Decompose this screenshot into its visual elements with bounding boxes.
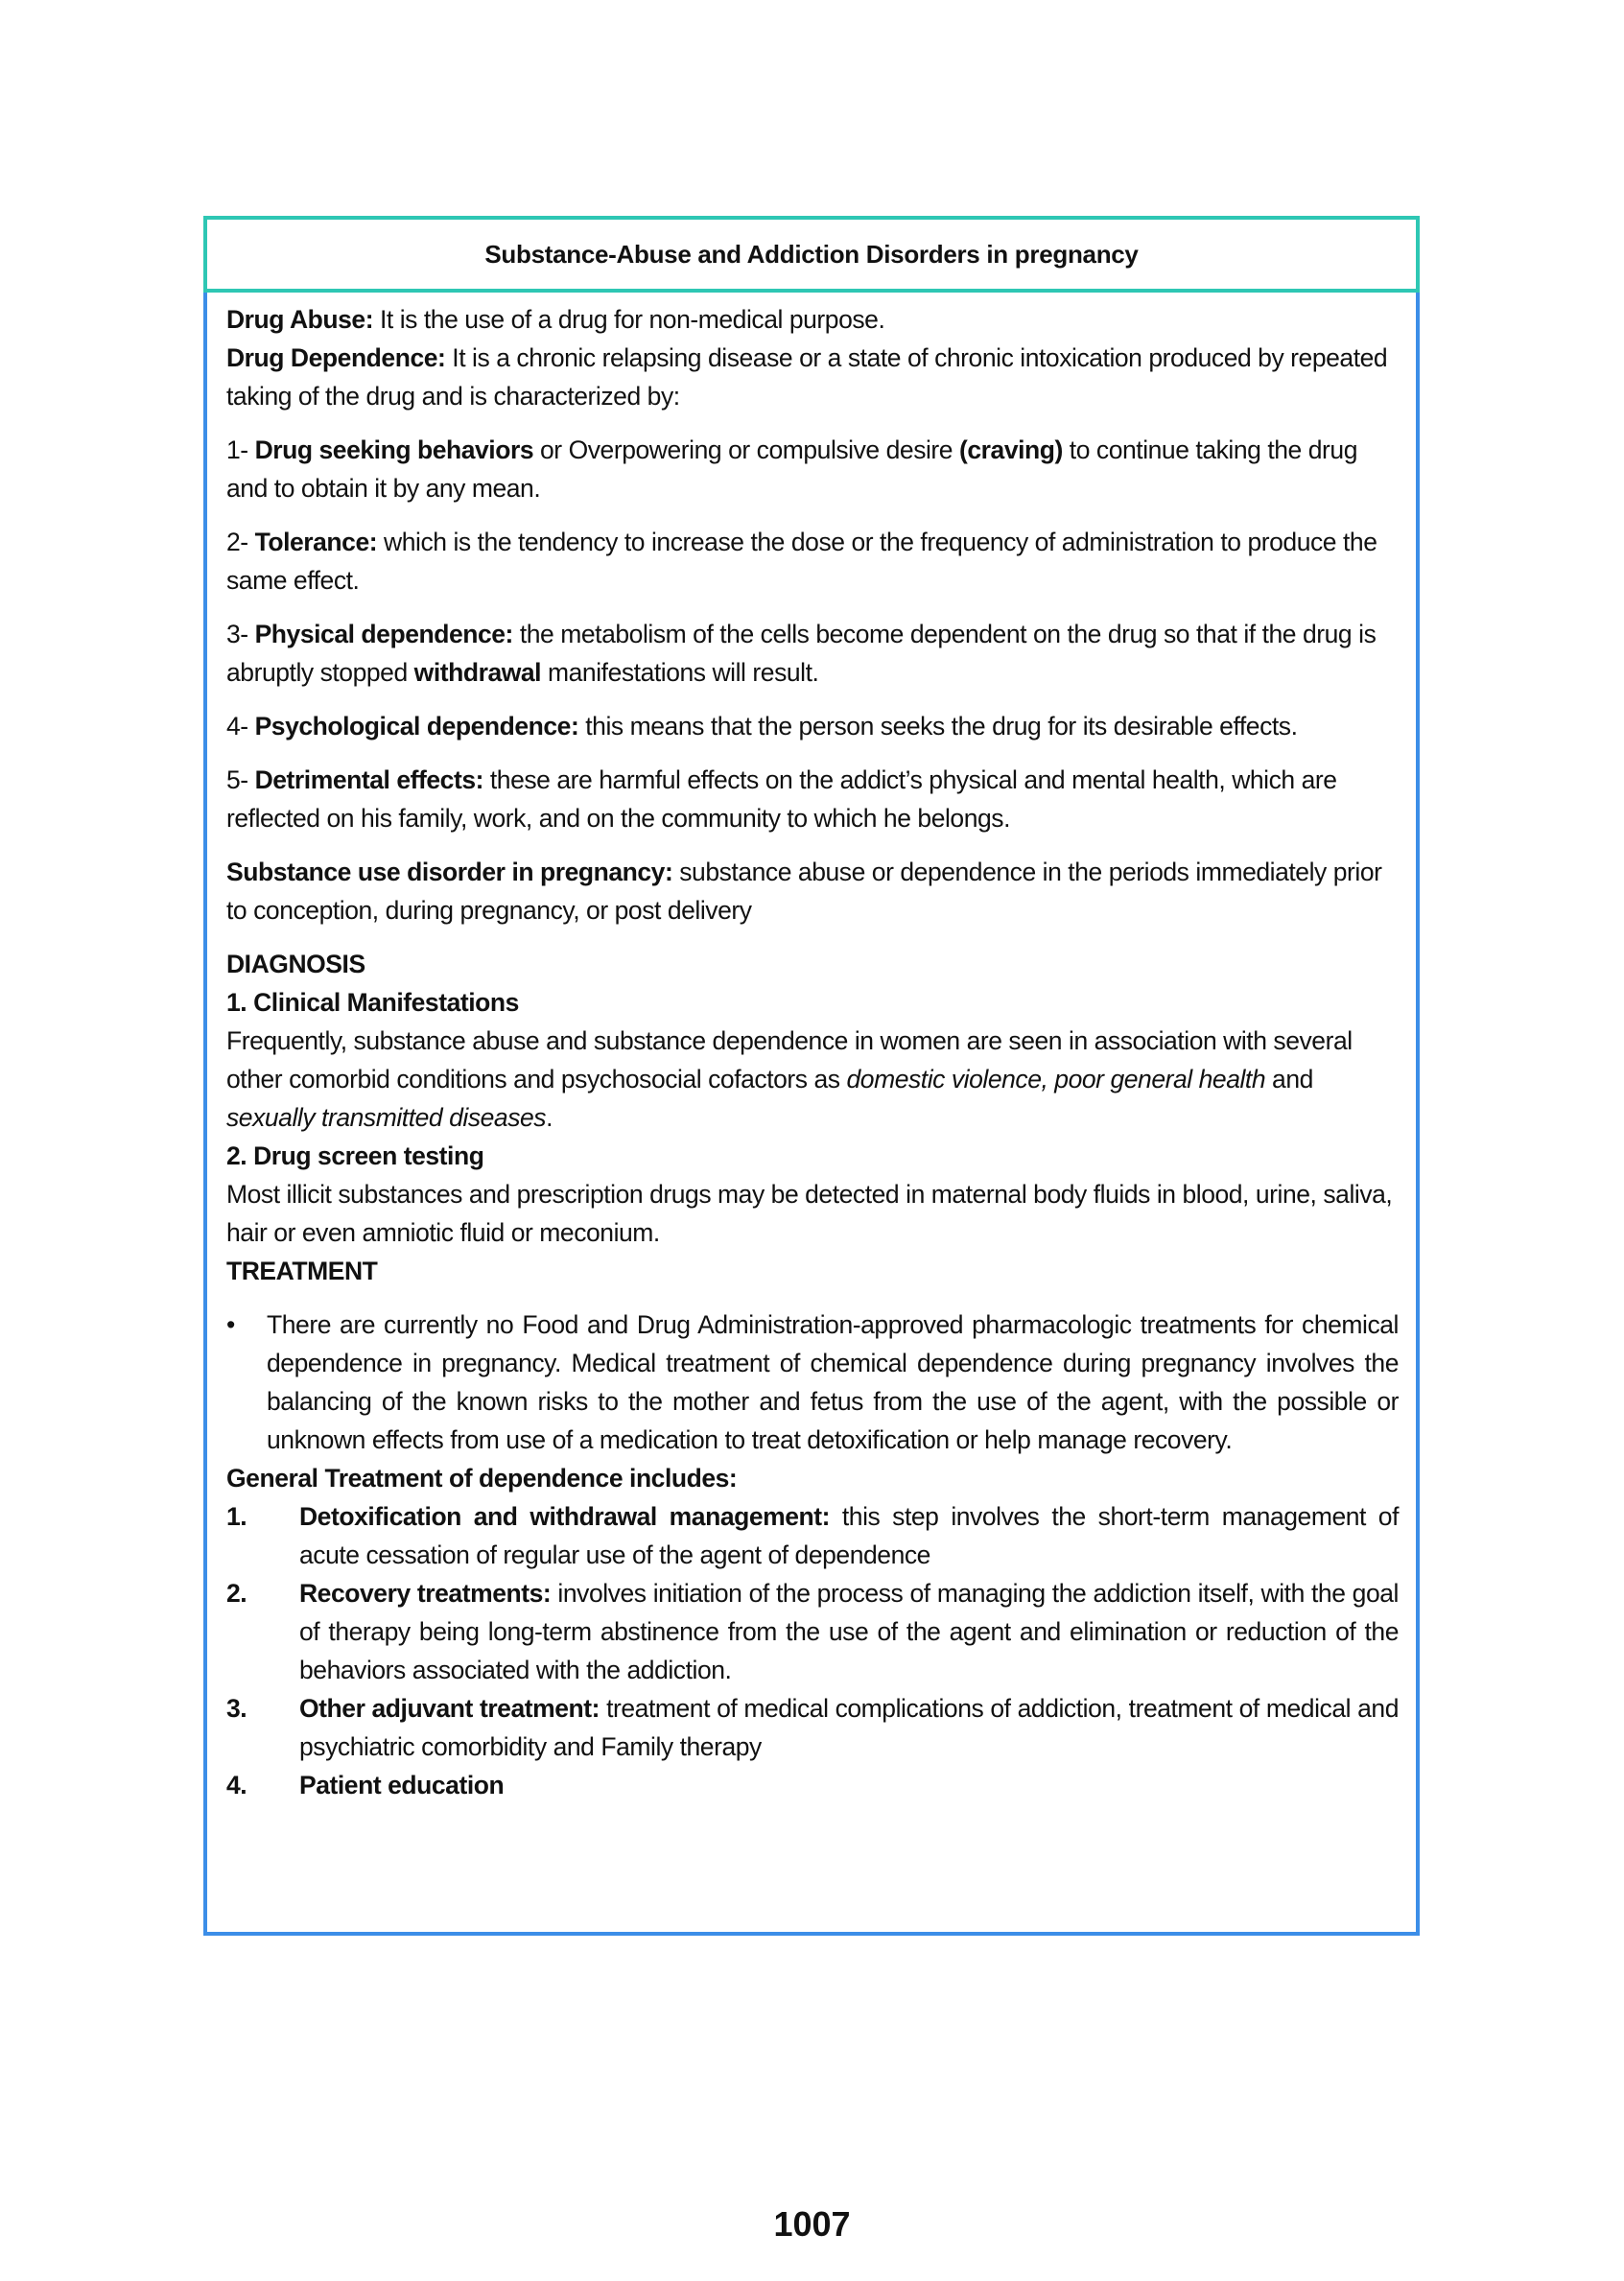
content-body (203, 293, 1420, 1936)
subheading-clinical: 1. Clinical Manifestations (226, 988, 519, 1017)
characteristic-item: 1- Drug seeking behaviors or Overpowering or compulsive desire (craving) to continue taking the drug and to obtain it by any mean. (226, 435, 1357, 503)
definition-drug-abuse: Drug Abuse: It is the use of a drug for non-medical purpose. (226, 305, 885, 334)
treatment-bullet: • There are currently no Food and Drug Administration-approved pharmacologic treatments for chemical dependence in pregnancy. Medical treatment of chemical dependence during pregnancy involves the balancing of the known risks to the mother and fetus from the use of the agent, with the possible or unknown effects from use of a medication to treat detoxification or help manage recovery. (226, 1305, 1399, 1459)
screen-text: Most illicit substances and prescription drugs may be detected in maternal body fluids in blood, urine, saliva, hair or even amniotic fluid or meconium. (226, 1180, 1393, 1247)
content-box (203, 216, 1420, 1936)
bullet-icon: • (226, 1310, 235, 1339)
subheading-screen: 2. Drug screen testing (226, 1141, 484, 1170)
characteristic-item: 3- Physical dependence: the metabolism of the cells become dependent on the drug so that if the drug is abruptly stopped withdrawal manifestations will result. (226, 620, 1377, 687)
list-item: 2. Recovery treatments: involves initiation of the process of managing the addiction itself, with the goal of therapy being long-term abstinence from the use of the agent and elimination or reduction of the behaviors associated with the addiction. (226, 1579, 1399, 1684)
characteristic-item: 5- Detrimental effects: these are harmful effects on the addict’s physical and mental health, which are reflected on his family, work, and on the community to which he belongs. (226, 765, 1337, 833)
page-number: 1007 (773, 2204, 851, 2244)
definition-sud-pregnancy: Substance use disorder in pregnancy: substance abuse or dependence in the periods immediately prior to conception, during pregnancy, or post delivery (226, 858, 1382, 925)
list-item: 3. Other adjuvant treatment: treatment of medical complications of addiction, treatment of medical and psychiatric comorbidity and Family therapy (226, 1694, 1399, 1761)
list-item: 1. Detoxification and withdrawal management: this step involves the short-term management of acute cessation of regular use of the agent of dependence (226, 1502, 1399, 1569)
treatment-list (226, 1497, 1399, 1804)
characteristic-item: 4- Psychological dependence: this means that the person seeks the drug for its desirable effects. (226, 712, 1298, 741)
list-item: 4. Patient education (226, 1771, 505, 1799)
section-heading-treatment: TREATMENT (226, 1257, 378, 1285)
definition-drug-dependence: Drug Dependence: It is a chronic relapsing disease or a state of chronic intoxication produced by repeated taking of the drug and is characterized by: (226, 343, 1388, 411)
clinical-text: Frequently, substance abuse and substance dependence in women are seen in association with several other comorbid conditions and psychosocial cofactors as domestic violence, poor general health and sexually transmitted diseases. (226, 1026, 1353, 1132)
page-title: Substance-Abuse and Addiction Disorders in pregnancy (484, 239, 1139, 269)
general-treatment-heading: General Treatment of dependence includes: (226, 1464, 738, 1493)
section-heading-diagnosis: DIAGNOSIS (226, 950, 365, 978)
title-box (203, 216, 1420, 293)
characteristic-item: 2- Tolerance: which is the tendency to increase the dose or the frequency of administration to produce the same effect. (226, 528, 1377, 595)
